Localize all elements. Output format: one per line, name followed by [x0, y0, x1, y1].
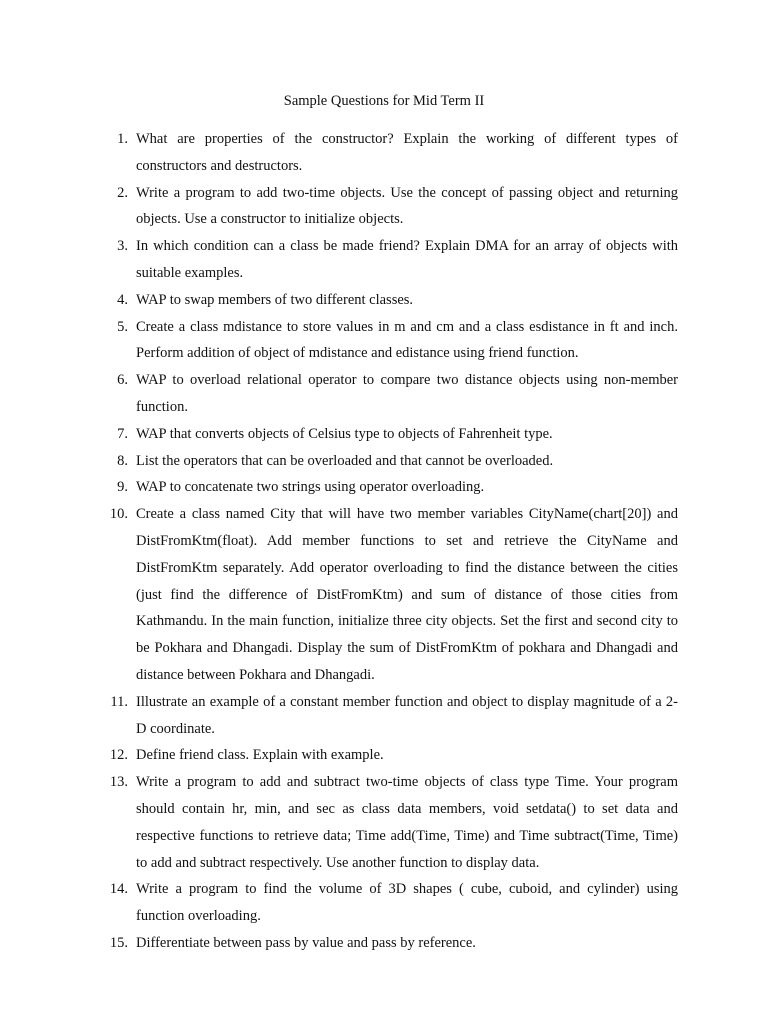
question-item — [100, 876, 678, 930]
question-text: Create a class named City that will have two member variables CityName(chart[20]) and DistFromKtm(float). Add member functions to set and retrieve the CityName and DistFromKtm separately. Add operator overloading to find the distance between the cities (just find the difference of DistFromKtm) and sum of distance of those cities from Kathmandu. In the main function, initialize three city objects. Set the first and second city to be Pokhara and Dhangadi. Display the sum of DistFromKtm of pokhara and Dhangadi and distance between Pokhara and Dhangadi. — [136, 506, 678, 683]
question-number: 6. — [117, 372, 128, 389]
question-item — [100, 689, 678, 743]
question-item — [100, 180, 678, 234]
question-number: 9. — [117, 479, 128, 496]
question-text: Write a program to add and subtract two-time objects of class type Time. Your program should contain hr, min, and sec as class data members, void setdata() to set data and respective functions to retrieve data; Time add(Time, Time) and Time subtract(Time, Time) to add and subtract respectively. Use another function to display data. — [136, 774, 678, 871]
question-item — [100, 314, 678, 368]
question-text: WAP that converts objects of Celsius type to objects of Fahrenheit type. — [136, 425, 553, 442]
page-title: Sample Questions for Mid Term II — [283, 93, 485, 109]
question-text: Write a program to find the volume of 3D shapes ( cube, cuboid, and cylinder) using function overloading. — [136, 881, 678, 925]
question-number: 13. — [109, 774, 128, 791]
question-number: 8. — [117, 452, 128, 469]
question-number: 14. — [109, 881, 128, 898]
question-text: In which condition can a class be made friend? Explain DMA for an array of objects with suitable examples. — [136, 238, 678, 281]
question-item — [100, 233, 678, 287]
question-text: WAP to swap members of two different classes. — [136, 291, 414, 308]
question-text: WAP to overload relational operator to compare two distance objects using non-member function. — [136, 372, 678, 415]
question-item — [100, 287, 678, 314]
question-text: Illustrate an example of a constant member function and object to display magnitude of a 2-D coordinate. — [136, 693, 678, 737]
question-text: Write a program to add two-time objects. Use the concept of passing object and returning objects. Use a constructor to initialize objects. — [136, 184, 678, 228]
question-text: List the operators that can be overloaded and that cannot be overloaded. — [136, 452, 554, 469]
question-number: 7. — [117, 425, 128, 442]
question-text: Differentiate between pass by value and pass by reference. — [136, 934, 476, 951]
question-list — [100, 126, 678, 957]
question-item — [100, 769, 678, 876]
question-item — [100, 367, 678, 421]
question-number: 4. — [117, 291, 128, 308]
question-item — [100, 742, 678, 769]
question-text: What are properties of the constructor? Explain the working of different types of constructors and destructors. — [136, 131, 678, 174]
question-item — [100, 930, 678, 957]
question-number: 3. — [117, 238, 128, 255]
question-number: 1. — [117, 131, 128, 147]
question-text: Define friend class. Explain with example. — [136, 747, 384, 764]
question-number: 11. — [110, 693, 128, 710]
question-number: 12. — [109, 747, 128, 764]
question-text: WAP to concatenate two strings using operator overloading. — [136, 479, 485, 496]
question-item — [100, 501, 678, 689]
question-number: 15. — [109, 934, 128, 951]
question-item — [100, 448, 678, 475]
question-number: 10. — [109, 506, 128, 523]
question-text: Create a class mdistance to store values in m and cm and a class esdistance in ft and inch. Perform addition of object of mdistance and edistance using friend function. — [136, 318, 678, 362]
question-item — [100, 474, 678, 501]
question-item — [100, 126, 678, 180]
question-number: 2. — [117, 184, 128, 201]
question-item — [100, 421, 678, 448]
question-number: 5. — [117, 318, 128, 335]
